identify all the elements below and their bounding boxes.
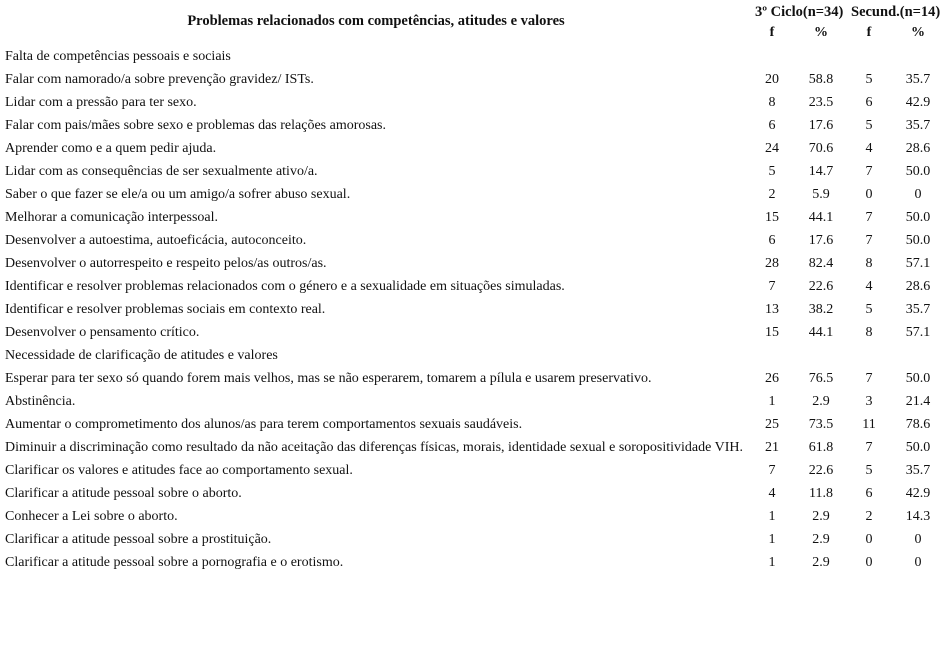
table-row — [0, 483, 946, 506]
table-row — [0, 69, 946, 92]
cell-pct-secundario: 50.0 — [905, 233, 931, 248]
cell-pct-3-ciclo: 82.4 — [808, 256, 834, 271]
cell-pct-3-ciclo: 17.6 — [808, 118, 834, 133]
cell-f-3-ciclo: 1 — [768, 509, 776, 524]
section-header-row — [0, 345, 946, 368]
cell-f-3-ciclo: 28 — [765, 256, 779, 271]
cell-f-3-ciclo: 8 — [768, 95, 776, 110]
table-row — [0, 414, 946, 437]
cell-pct-3-ciclo: 73.5 — [808, 417, 834, 432]
cell-f-secundario: 8 — [865, 325, 873, 340]
table-row — [0, 322, 946, 345]
cell-pct-secundario: 0 — [914, 532, 922, 547]
row-label: Falar com namorado/a sobre prevenção gravidez/ ISTs. — [5, 72, 314, 87]
row-label: Lidar com as consequências de ser sexualmente ativo/a. — [5, 164, 318, 179]
cell-pct-3-ciclo: 61.8 — [808, 440, 834, 455]
table-header-columns — [0, 22, 946, 46]
table-body — [0, 46, 946, 575]
cell-pct-secundario: 28.6 — [905, 141, 931, 156]
cell-pct-secundario: 14.3 — [905, 509, 931, 524]
row-label: Falar com pais/mães sobre sexo e problemas das relações amorosas. — [5, 118, 386, 133]
table-row — [0, 253, 946, 276]
cell-pct-3-ciclo: 58.8 — [808, 72, 834, 87]
cell-f-3-ciclo: 21 — [765, 440, 779, 455]
cell-pct-3-ciclo: 2.9 — [812, 532, 830, 547]
cell-f-3-ciclo: 7 — [768, 463, 776, 478]
cell-f-secundario: 6 — [865, 95, 873, 110]
row-label: Esperar para ter sexo só quando forem mais velhos, mas se não esperarem, tomarem a pílula e usarem preservativo. — [5, 371, 652, 386]
section-label: Falta de competências pessoais e sociais — [5, 49, 231, 64]
cell-f-3-ciclo: 24 — [765, 141, 779, 156]
cell-pct-secundario: 50.0 — [905, 371, 931, 386]
cell-pct-secundario: 42.9 — [905, 486, 931, 501]
cell-f-3-ciclo: 26 — [765, 371, 779, 386]
column-header-pct-secundario: % — [911, 25, 925, 40]
table-row — [0, 460, 946, 483]
cell-f-secundario: 8 — [865, 256, 873, 271]
table-row — [0, 368, 946, 391]
cell-pct-secundario: 35.7 — [905, 72, 931, 87]
cell-f-secundario: 0 — [865, 555, 873, 570]
cell-f-secundario: 7 — [865, 233, 873, 248]
cell-pct-3-ciclo: 44.1 — [808, 325, 834, 340]
section-header-row — [0, 46, 946, 69]
cell-pct-3-ciclo: 23.5 — [808, 95, 834, 110]
cell-f-secundario: 11 — [862, 417, 876, 432]
cell-pct-secundario: 28.6 — [905, 279, 931, 294]
cell-pct-3-ciclo: 22.6 — [808, 463, 834, 478]
table-row — [0, 92, 946, 115]
table-row — [0, 299, 946, 322]
cell-f-3-ciclo: 6 — [768, 118, 776, 133]
row-label: Conhecer a Lei sobre o aborto. — [5, 509, 178, 524]
cell-pct-secundario: 42.9 — [905, 95, 931, 110]
cell-pct-secundario: 50.0 — [905, 164, 931, 179]
cell-f-3-ciclo: 4 — [768, 486, 776, 501]
table-row — [0, 115, 946, 138]
cell-f-secundario: 5 — [865, 302, 873, 317]
cell-f-secundario: 7 — [865, 440, 873, 455]
cell-pct-secundario: 35.7 — [905, 302, 931, 317]
section-label: Necessidade de clarificação de atitudes e valores — [5, 348, 278, 363]
table-row — [0, 184, 946, 207]
row-label: Desenvolver a autoestima, autoeficácia, autoconceito. — [5, 233, 307, 248]
cell-f-secundario: 2 — [865, 509, 873, 524]
cell-pct-secundario: 0 — [914, 555, 922, 570]
cell-f-3-ciclo: 5 — [768, 164, 776, 179]
cell-f-secundario: 0 — [865, 532, 873, 547]
row-label: Clarificar a atitude pessoal sobre a pornografia e o erotismo. — [5, 555, 344, 570]
table-row — [0, 506, 946, 529]
cell-pct-3-ciclo: 2.9 — [812, 509, 830, 524]
cell-f-secundario: 5 — [865, 118, 873, 133]
table-row — [0, 552, 946, 575]
cell-f-3-ciclo: 2 — [768, 187, 776, 202]
table-title: Problemas relacionados com competências, atitudes e valores — [187, 13, 565, 29]
cell-pct-3-ciclo: 17.6 — [808, 233, 834, 248]
table-row — [0, 276, 946, 299]
cell-pct-secundario: 0 — [914, 187, 922, 202]
cell-pct-3-ciclo: 2.9 — [812, 555, 830, 570]
cell-pct-3-ciclo: 44.1 — [808, 210, 834, 225]
table-row — [0, 529, 946, 552]
cell-f-3-ciclo: 15 — [765, 325, 779, 340]
cell-pct-secundario: 50.0 — [905, 210, 931, 225]
cell-f-secundario: 5 — [865, 72, 873, 87]
cell-pct-3-ciclo: 38.2 — [808, 302, 834, 317]
column-header-pct-3-ciclo: % — [814, 25, 828, 40]
cell-f-secundario: 5 — [865, 463, 873, 478]
table-row — [0, 138, 946, 161]
cell-f-3-ciclo: 25 — [765, 417, 779, 432]
cell-pct-3-ciclo: 14.7 — [808, 164, 834, 179]
row-label: Clarificar os valores e atitudes face ao comportamento sexual. — [5, 463, 353, 478]
column-header-f-secundario: f — [866, 25, 872, 40]
row-label: Identificar e resolver problemas sociais em contexto real. — [5, 302, 326, 317]
table-row — [0, 230, 946, 253]
row-label: Aprender como e a quem pedir ajuda. — [5, 141, 217, 156]
cell-f-3-ciclo: 15 — [765, 210, 779, 225]
cell-pct-3-ciclo: 76.5 — [808, 371, 834, 386]
cell-pct-3-ciclo: 11.8 — [809, 486, 833, 501]
cell-f-3-ciclo: 1 — [768, 394, 776, 409]
cell-pct-secundario: 57.1 — [905, 256, 931, 271]
row-label: Identificar e resolver problemas relacionados com o género e a sexualidade em situações simuladas. — [5, 279, 565, 294]
cell-f-secundario: 7 — [865, 210, 873, 225]
cell-pct-secundario: 50.0 — [905, 440, 931, 455]
cell-pct-secundario: 78.6 — [905, 417, 931, 432]
row-label: Clarificar a atitude pessoal sobre o aborto. — [5, 486, 242, 501]
cell-pct-secundario: 57.1 — [905, 325, 931, 340]
cell-f-secundario: 4 — [865, 279, 873, 294]
column-header-f-3-ciclo: f — [769, 25, 775, 40]
cell-f-3-ciclo: 7 — [768, 279, 776, 294]
row-label: Lidar com a pressão para ter sexo. — [5, 95, 197, 110]
row-label: Saber o que fazer se ele/a ou um amigo/a sofrer abuso sexual. — [5, 187, 351, 202]
cell-f-secundario: 6 — [865, 486, 873, 501]
cell-pct-3-ciclo: 22.6 — [808, 279, 834, 294]
table-row — [0, 161, 946, 184]
group-header-secundario: Secund.(n=14) — [851, 4, 941, 20]
cell-f-3-ciclo: 1 — [768, 555, 776, 570]
cell-f-3-ciclo: 20 — [765, 72, 779, 87]
row-label: Melhorar a comunicação interpessoal. — [5, 210, 219, 225]
table-row — [0, 207, 946, 230]
cell-f-secundario: 0 — [865, 187, 873, 202]
row-label: Desenvolver o pensamento crítico. — [5, 325, 200, 340]
cell-f-3-ciclo: 6 — [768, 233, 776, 248]
cell-f-secundario: 3 — [865, 394, 873, 409]
cell-pct-secundario: 35.7 — [905, 118, 931, 133]
table-row — [0, 437, 946, 460]
cell-f-secundario: 4 — [865, 141, 873, 156]
row-label: Aumentar o comprometimento dos alunos/as para terem comportamentos sexuais saudáveis. — [5, 417, 523, 432]
cell-f-3-ciclo: 1 — [768, 532, 776, 547]
cell-pct-3-ciclo: 5.9 — [812, 187, 830, 202]
cell-pct-secundario: 35.7 — [905, 463, 931, 478]
cell-pct-secundario: 21.4 — [905, 394, 931, 409]
group-header-3-ciclo: 3º Ciclo(n=34) — [755, 4, 844, 20]
row-label: Abstinência. — [5, 394, 76, 409]
cell-pct-3-ciclo: 70.6 — [808, 141, 834, 156]
cell-f-secundario: 7 — [865, 164, 873, 179]
cell-f-3-ciclo: 13 — [765, 302, 779, 317]
row-label: Diminuir a discriminação como resultado da não aceitação das diferenças físicas, morais, identidade sexual e soropositividade VIH. — [5, 440, 743, 455]
row-label: Desenvolver o autorrespeito e respeito pelos/as outros/as. — [5, 256, 327, 271]
cell-f-secundario: 7 — [865, 371, 873, 386]
table-row — [0, 391, 946, 414]
cell-pct-3-ciclo: 2.9 — [812, 394, 830, 409]
table-header-groups — [0, 0, 946, 29]
row-label: Clarificar a atitude pessoal sobre a prostituição. — [5, 532, 272, 547]
